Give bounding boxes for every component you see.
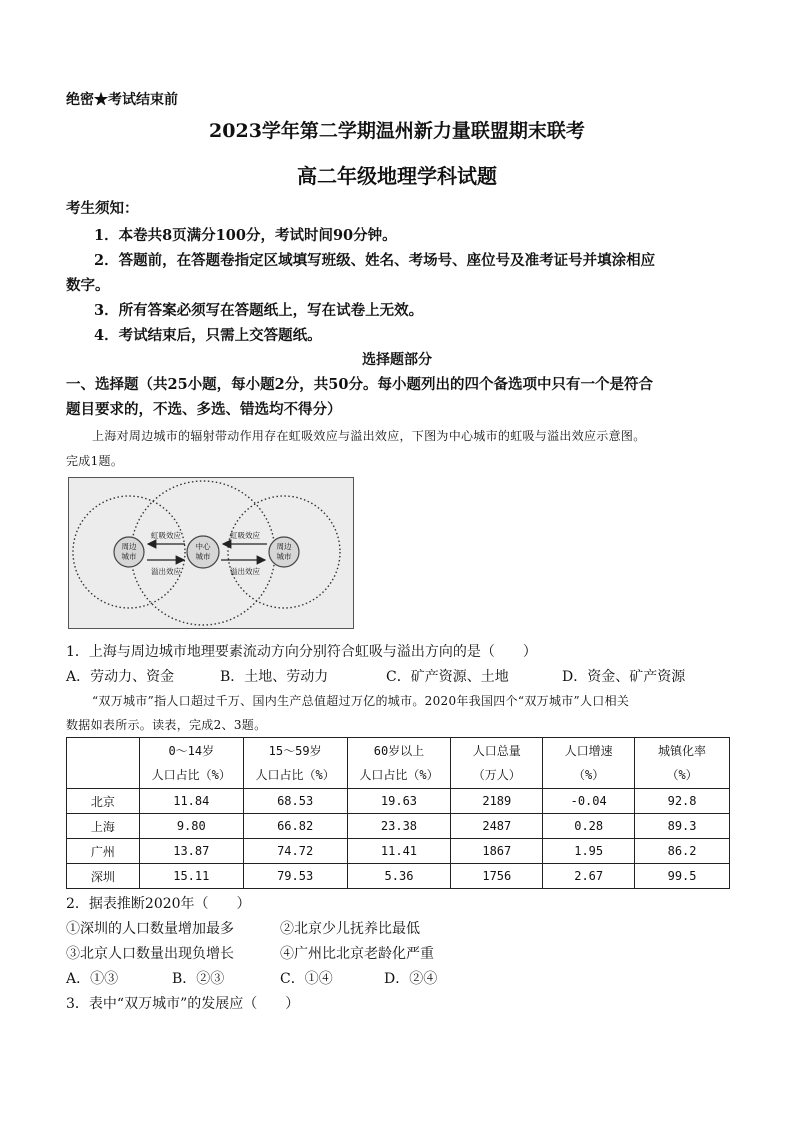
table-cell: 23.38 bbox=[347, 814, 451, 839]
exam-subtitle: 高二年级地理学科试题 bbox=[297, 164, 497, 188]
right-city-label: 城市 bbox=[276, 552, 292, 561]
table-cell: 11.84 bbox=[139, 789, 243, 814]
exam-title: 2023学年第二学期温州新力量联盟期末联考 bbox=[209, 120, 585, 142]
left-city-label: 周边 bbox=[121, 542, 137, 551]
table-header-cell: 0～14岁 人口占比（%） bbox=[139, 738, 243, 789]
table-row bbox=[67, 864, 730, 889]
table-cell: 1867 bbox=[451, 839, 543, 864]
question-3-stem: 3．表中“双万城市”的发展应（ ） bbox=[66, 996, 300, 1012]
siphon-spillover-diagram bbox=[68, 477, 354, 629]
table-cell: 5.36 bbox=[347, 864, 451, 889]
table-cell: 11.41 bbox=[347, 839, 451, 864]
question-intro: 上海对周边城市的辐射带动作用存在虹吸效应与溢出效应，下图为中心城市的虹吸与溢出效应示意图。 bbox=[92, 429, 646, 443]
notice-item: 3．所有答案必须写在答题纸上，写在试卷上无效。 bbox=[94, 302, 424, 319]
question-2-option-b[interactable]: B．②③ bbox=[172, 971, 225, 987]
table-cell: -0.04 bbox=[543, 789, 635, 814]
table-cell: 1756 bbox=[451, 864, 543, 889]
table-cell: 66.82 bbox=[243, 814, 347, 839]
table-row bbox=[67, 814, 730, 839]
population-table bbox=[66, 737, 730, 889]
question-intro: 完成1题。 bbox=[66, 454, 124, 468]
table-row bbox=[67, 789, 730, 814]
question-1-option-c[interactable]: C．矿产资源、土地 bbox=[386, 669, 509, 685]
table-header-cell: 60岁以上 人口占比（%） bbox=[347, 738, 451, 789]
table-cell: 2487 bbox=[451, 814, 543, 839]
table-cell: 92.8 bbox=[635, 789, 730, 814]
question-2-option-c[interactable]: C．①④ bbox=[280, 971, 333, 987]
table-cell: 广州 bbox=[67, 839, 140, 864]
question-intro: “双万城市”指人口超过千万、国内生产总值超过万亿的城市。2020年我国四个“双万城市”人口相关 bbox=[92, 694, 630, 708]
left-city-label: 城市 bbox=[121, 552, 137, 561]
table-cell: 86.2 bbox=[635, 839, 730, 864]
question-1-option-d[interactable]: D．资金、矿产资源 bbox=[562, 669, 686, 685]
spill-label: 溢出效应 bbox=[230, 567, 260, 576]
table-cell: 9.80 bbox=[139, 814, 243, 839]
table-cell: 上海 bbox=[67, 814, 140, 839]
table-cell: 19.63 bbox=[347, 789, 451, 814]
table-header-cell: 人口总量 （万人） bbox=[451, 738, 543, 789]
notice-item: 2．答题前，在答题卷指定区域填写班级、姓名、考场号、座位号及准考证号并填涂相应 bbox=[94, 252, 656, 269]
table-cell: 北京 bbox=[67, 789, 140, 814]
table-cell: 74.72 bbox=[243, 839, 347, 864]
table-cell: 68.53 bbox=[243, 789, 347, 814]
table-cell: 2.67 bbox=[543, 864, 635, 889]
question-2-statement: ④广州比北京老龄化严重 bbox=[280, 946, 434, 962]
table-row bbox=[67, 839, 730, 864]
table-header-cell bbox=[67, 738, 140, 789]
section-title: 选择题部分 bbox=[362, 352, 432, 368]
table-cell: 1.95 bbox=[543, 839, 635, 864]
question-1-option-a[interactable]: A．劳动力、资金 bbox=[66, 669, 175, 685]
center-city-label: 中心 bbox=[195, 542, 211, 551]
table-cell: 深圳 bbox=[67, 864, 140, 889]
center-city-label: 城市 bbox=[195, 552, 211, 561]
part-instruction: 一、选择题（共25小题，每小题2分，共50分。每小题列出的四个备选项中只有一个是符合 bbox=[66, 376, 653, 393]
notice-item: 数字。 bbox=[66, 277, 110, 294]
confidential-label: 绝密★考试结束前 bbox=[66, 92, 178, 108]
question-2-option-a[interactable]: A．①③ bbox=[66, 971, 119, 987]
notice-heading: 考生须知： bbox=[66, 200, 139, 217]
question-2-option-d[interactable]: D．②④ bbox=[384, 971, 438, 987]
question-1-option-b[interactable]: B．土地、劳动力 bbox=[220, 669, 329, 685]
siphon-label: 虹吸效应 bbox=[230, 531, 260, 540]
table-header-cell: 人口增速 （%） bbox=[543, 738, 635, 789]
table-header-cell: 城镇化率 （%） bbox=[635, 738, 730, 789]
table-cell: 2189 bbox=[451, 789, 543, 814]
notice-item: 1．本卷共8页满分100分，考试时间90分钟。 bbox=[94, 227, 397, 244]
table-cell: 13.87 bbox=[139, 839, 243, 864]
siphon-label: 虹吸效应 bbox=[151, 531, 181, 540]
spill-label: 溢出效应 bbox=[151, 567, 181, 576]
question-1-stem: 1．上海与周边城市地理要素流动方向分别符合虹吸与溢出方向的是（ ） bbox=[66, 644, 537, 660]
table-cell: 15.11 bbox=[139, 864, 243, 889]
question-2-statement: ③北京人口数量出现负增长 bbox=[66, 946, 234, 962]
question-2-stem: 2．据表推断2020年（ ） bbox=[66, 896, 251, 912]
table-header-row bbox=[67, 738, 730, 789]
table-cell: 79.53 bbox=[243, 864, 347, 889]
question-2-statement: ①深圳的人口数量增加最多 bbox=[66, 921, 234, 937]
table-cell: 89.3 bbox=[635, 814, 730, 839]
question-intro: 数据如表所示。读表，完成2、3题。 bbox=[66, 718, 267, 732]
question-2-statement: ②北京少儿抚养比最低 bbox=[280, 921, 420, 937]
part-instruction: 题目要求的，不选、多选、错选均不得分） bbox=[66, 401, 342, 418]
table-header-cell: 15～59岁 人口占比（%） bbox=[243, 738, 347, 789]
table-cell: 0.28 bbox=[543, 814, 635, 839]
notice-item: 4．考试结束后，只需上交答题纸。 bbox=[94, 327, 322, 344]
right-city-label: 周边 bbox=[276, 542, 292, 551]
table-cell: 99.5 bbox=[635, 864, 730, 889]
